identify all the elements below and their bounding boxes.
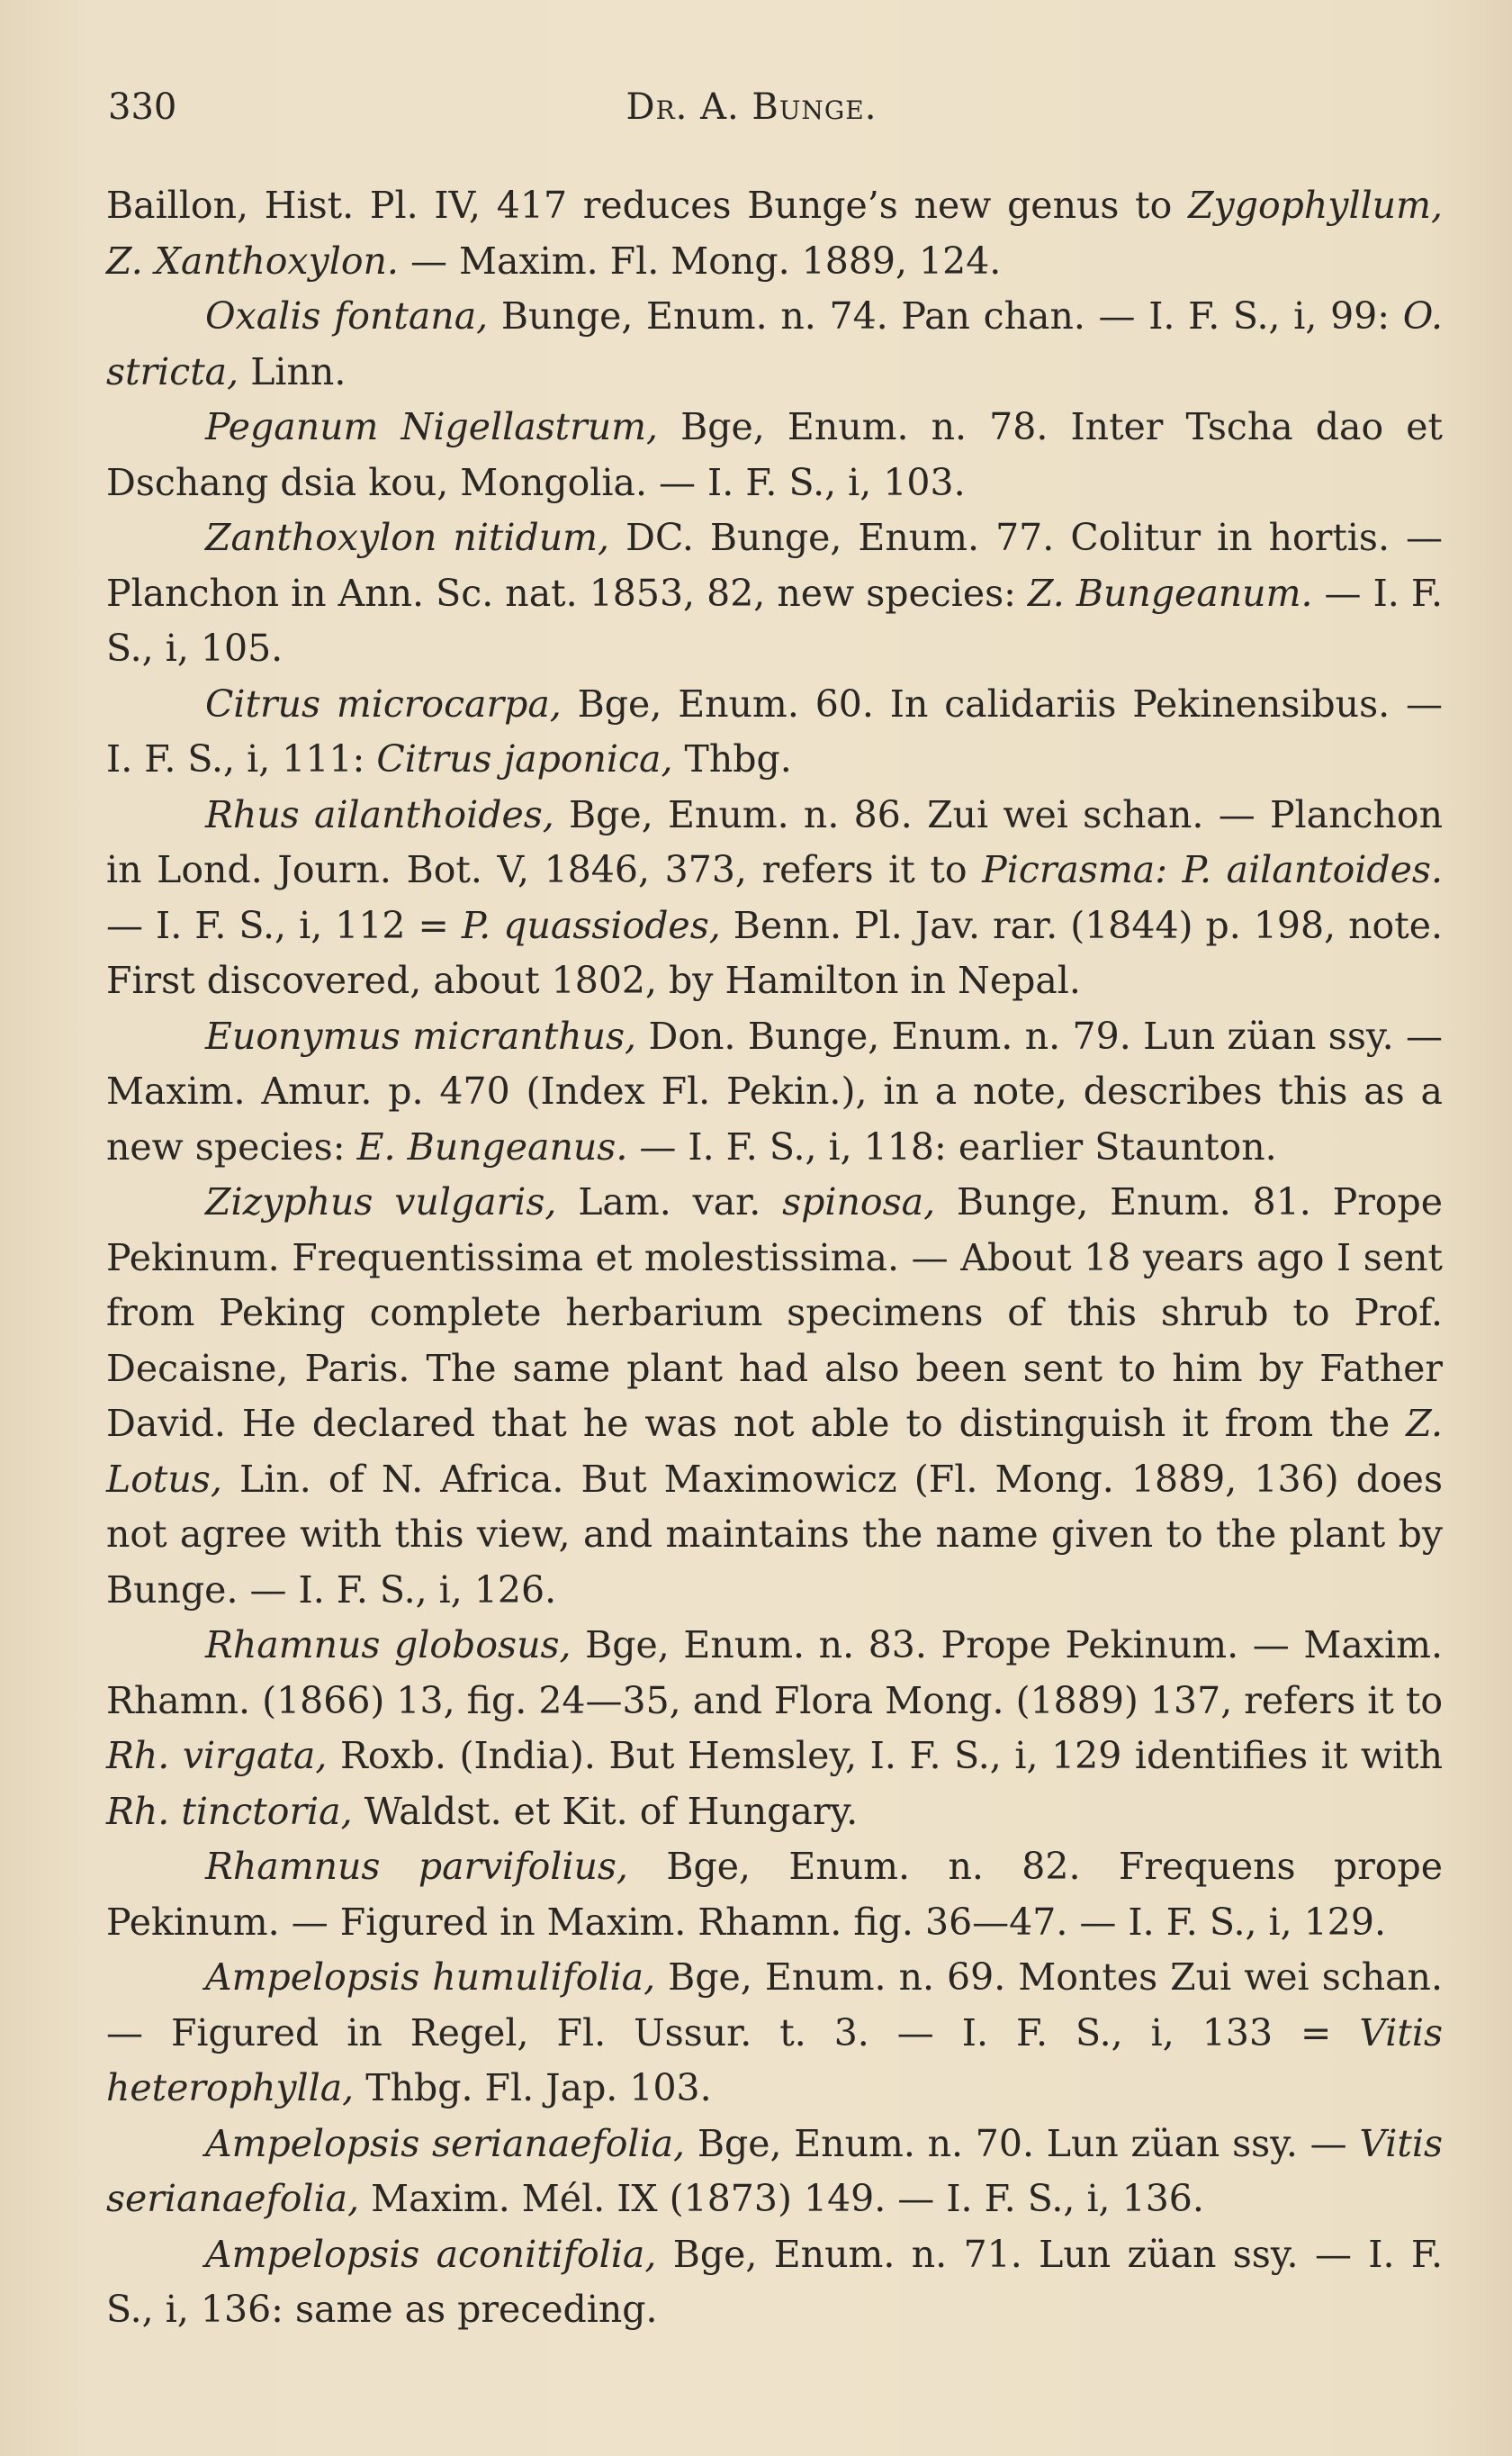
italic-name: Ampelopsis humulifolia,: [205, 1955, 656, 1999]
species-entry: [106, 2117, 1443, 2227]
italic-name: P. quassiodes,: [461, 903, 721, 947]
species-entry: [106, 1009, 1443, 1176]
entry-text: Benn. Pl. Jav. rar. (1844) p. 198, note. First discovered, about 1802, by Hamilton in Nepal.: [106, 903, 1444, 1002]
italic-name: Vitis serianaefolia,: [106, 2121, 1443, 2220]
entry-text: Bge, Enum. n. 82. Frequens prope Pekinum. — Figured in Maxim. Rhamn. fig. 36—47. — I. F. S., i, 129.: [106, 1845, 1443, 1944]
entry-text: Baillon, Hist. Pl. IV, 417 reduces Bunge’s new genus to: [106, 184, 1189, 227]
italic-name: Citrus japonica,: [376, 737, 673, 781]
italic-name: Rh. virgata,: [106, 1734, 328, 1777]
italic-name: Rhamnus globosus,: [205, 1623, 572, 1666]
italic-name: Rh. tinctoria,: [106, 1789, 353, 1833]
species-entry: [106, 510, 1443, 677]
entry-text: Lin. of N. Africa. But Maximowicz (Fl. Mong. 1889, 136) does not agree with this view, and maintains the name given to the plant by Bunge. — I. F. S., i, 126.: [106, 1457, 1443, 1612]
species-entry: [106, 289, 1443, 400]
italic-name: Z. Bungeanum.: [1028, 571, 1313, 615]
entry-text: Bunge, Enum. n. 74. Pan chan. — I. F. S., i, 99:: [488, 294, 1403, 338]
italic-name: Ampelopsis serianaefolia,: [205, 2121, 686, 2165]
entry-text: Bge, Enum. n. 71. Lun züan ssy. — I. F. S., i, 136: same as preceding.: [106, 2232, 1443, 2331]
italic-name: Z. Lotus,: [106, 1402, 1443, 1501]
italic-name: E. Bungeanus.: [356, 1124, 628, 1169]
running-head: Dr. A. Bunge.: [626, 86, 878, 128]
entry-text: Waldst. et Kit. of Hungary.: [352, 1789, 859, 1833]
entry-text: Thbg.: [672, 737, 792, 781]
entry-text: Roxb. (India). But Hemsley, I. F. S., i, 129 identifies it with: [327, 1734, 1443, 1777]
species-entry: [106, 400, 1443, 510]
body-text: [106, 178, 1443, 2338]
page-header: [108, 86, 1449, 140]
species-entry: [106, 1618, 1443, 1839]
italic-name: Vitis heterophylla,: [106, 2010, 1443, 2109]
italic-name: Citrus microcarpa,: [205, 682, 562, 726]
entry-text: Bge, Enum. n. 70. Lun züan ssy. —: [685, 2121, 1360, 2165]
entry-text: — I. F. S., i, 105.: [106, 571, 1443, 670]
entry-text: — I. F. S., i, 112 =: [106, 903, 462, 947]
entry-text: Bunge, Enum. 81. Prope Pekinum. Frequentissima et molestissima. — About 18 years ago I sent from Peking complete herbarium specimens of this shrub to Prof. Decaisne, Paris. The same plant had also been sent to him by Father David. He declared that he was not able to distinguish it from the: [106, 1180, 1443, 1445]
species-entry: [106, 677, 1443, 788]
page-number: 330: [108, 86, 177, 128]
entry-text: Maxim. Mél. IX (1873) 149. — I. F. S., i, 136.: [359, 2177, 1204, 2220]
entry-text: — I. F. S., i, 118: earlier Staunton.: [627, 1124, 1277, 1169]
italic-name: Euonymus micranthus,: [205, 1014, 637, 1058]
italic-name: Zanthoxylon nitidum,: [205, 516, 610, 559]
italic-name: Rhus ailanthoides,: [205, 792, 554, 836]
entry-text: Bge, Enum. n. 86. Zui wei schan. — Planchon in Lond. Journ. Bot. V, 1846, 373, refers it to: [106, 792, 1443, 891]
italic-name: spinosa,: [782, 1180, 936, 1223]
italic-name: Peganum Nigellastrum,: [205, 405, 659, 448]
entry-text: Linn.: [238, 349, 346, 393]
italic-name: Rhamnus parvifolius,: [205, 1845, 628, 1888]
italic-name: Zizyphus vulgaris,: [205, 1180, 557, 1223]
entry-text: Bge, Enum. n. 69. Montes Zui wei schan. — Figured in Regel, Fl. Ussur. t. 3. — I. F. S., i, 133 =: [106, 1955, 1443, 2054]
entry-text: Bge, Enum. n. 78. Inter Tscha dao et Dschang dsia kou, Mongolia. — I. F. S., i, 103.: [106, 405, 1443, 504]
entry-text: Don. Bunge, Enum. n. 79. Lun züan ssy. — Maxim. Amur. p. 470 (Index Fl. Pekin.), in a note, describes this as a new species:: [106, 1014, 1443, 1169]
species-entry: [106, 1839, 1443, 1950]
entry-text: Bge, Enum. 60. In calidariis Pekinensibus. — I. F. S., i, 111:: [106, 682, 1443, 781]
italic-name: Oxalis fontana,: [205, 294, 489, 338]
species-entry: [106, 2227, 1443, 2338]
species-entry: [106, 1175, 1443, 1618]
italic-name: O. stricta,: [106, 294, 1444, 393]
entry-text: Lam. var.: [556, 1180, 783, 1223]
species-entry: [106, 788, 1443, 1009]
species-entry: [106, 1950, 1443, 2117]
italic-name: Zygophyllum, Z. Xanthoxylon.: [106, 184, 1443, 283]
entry-text: Bge, Enum. n. 83. Prope Pekinum. — Maxim. Rhamn. (1866) 13, fig. 24—35, and Flora Mong. (1889) 137, refers it to: [106, 1623, 1444, 1722]
italic-name: Picrasma: P. ailantoides.: [982, 848, 1444, 891]
entry-text: Thbg. Fl. Jap. 103.: [354, 2066, 712, 2109]
italic-name: Ampelopsis aconitifolia,: [205, 2232, 657, 2276]
species-entry: [106, 178, 1443, 289]
entry-text: DC. Bunge, Enum. 77. Colitur in hortis. — Planchon in Ann. Sc. nat. 1853, 82, new species:: [106, 516, 1443, 615]
entry-text: — Maxim. Fl. Mong. 1889, 124.: [398, 239, 1002, 283]
